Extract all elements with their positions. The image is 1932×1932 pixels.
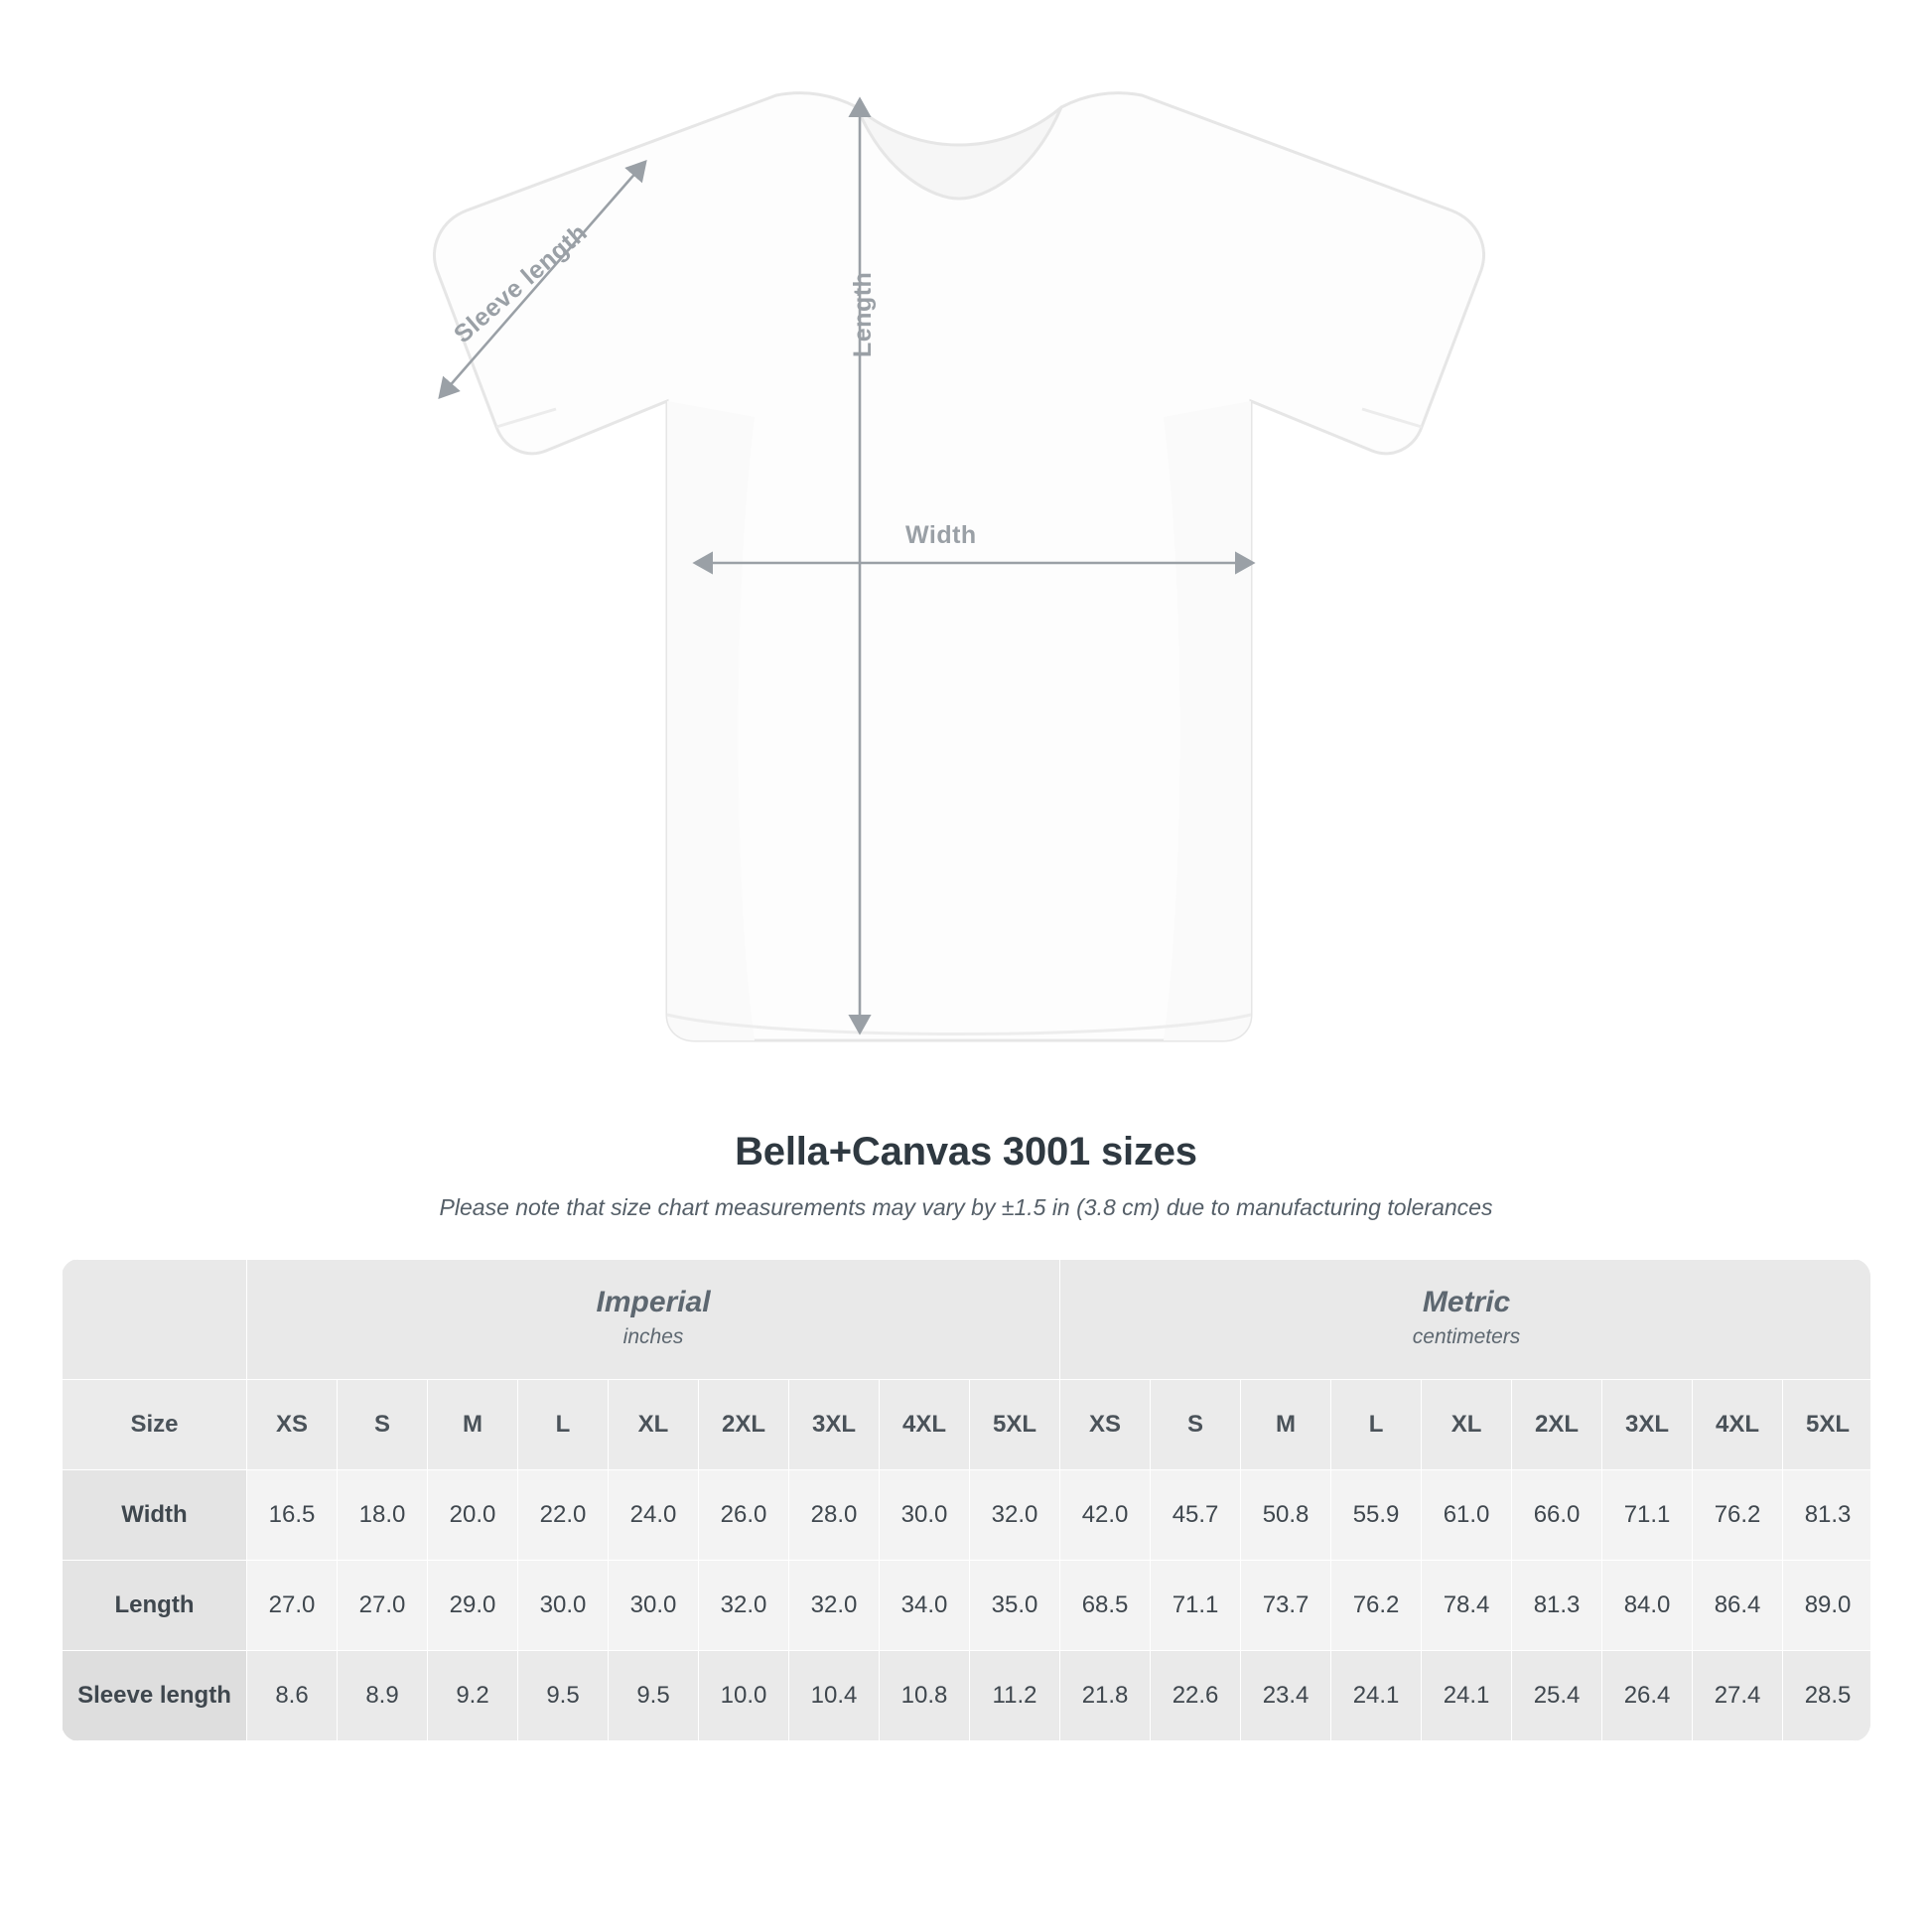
column-header-metric-5xl: 5XL [1783,1380,1870,1470]
tolerance-note: Please note that size chart measurements may vary by ±1.5 in (3.8 cm) due to manufacturing tolerances [439,1194,1493,1220]
page-title: Bella+Canvas 3001 sizes [735,1130,1197,1173]
unit-name-imperial: Imperial [596,1286,711,1318]
cell-length-imperial-2xl: 32.0 [699,1561,789,1651]
cell-width-imperial-5xl: 32.0 [970,1470,1060,1561]
cell-sleeve-imperial-5xl: 11.2 [970,1651,1060,1741]
cell-sleeve-metric-l: 24.1 [1331,1651,1422,1741]
cell-sleeve-metric-m: 23.4 [1241,1651,1331,1741]
cell-sleeve-metric-3xl: 26.4 [1602,1651,1693,1741]
cell-width-imperial-l: 22.0 [518,1470,609,1561]
column-header-imperial-2xl: 2XL [699,1380,789,1470]
cell-width-metric-s: 45.7 [1151,1470,1241,1561]
cell-width-metric-4xl: 76.2 [1693,1470,1783,1561]
cell-length-metric-xs: 68.5 [1060,1561,1151,1651]
cell-width-imperial-xs: 16.5 [247,1470,338,1561]
column-header-imperial-s: S [338,1380,428,1470]
column-header-imperial-m: M [428,1380,518,1470]
column-header-metric-l: L [1331,1380,1422,1470]
cell-width-imperial-2xl: 26.0 [699,1470,789,1561]
cell-length-metric-2xl: 81.3 [1512,1561,1602,1651]
cell-width-imperial-xl: 24.0 [609,1470,699,1561]
unit-sub-metric: centimeters [1412,1325,1521,1348]
unit-group-metric [1060,1260,1870,1380]
unit-name-metric: Metric [1422,1286,1511,1318]
cell-length-imperial-5xl: 35.0 [970,1561,1060,1651]
cell-sleeve-imperial-4xl: 10.8 [880,1651,970,1741]
column-header-metric-m: M [1241,1380,1331,1470]
cell-width-metric-xs: 42.0 [1060,1470,1151,1561]
cell-width-imperial-4xl: 30.0 [880,1470,970,1561]
cell-length-metric-3xl: 84.0 [1602,1561,1693,1651]
cell-sleeve-metric-s: 22.6 [1151,1651,1241,1741]
cell-length-metric-xl: 78.4 [1422,1561,1512,1651]
table-row [63,1470,1871,1561]
cell-sleeve-imperial-l: 9.5 [518,1651,609,1741]
cell-width-metric-2xl: 66.0 [1512,1470,1602,1561]
cell-width-imperial-m: 20.0 [428,1470,518,1561]
cell-length-metric-m: 73.7 [1241,1561,1331,1651]
cell-sleeve-imperial-s: 8.9 [338,1651,428,1741]
cell-length-metric-4xl: 86.4 [1693,1561,1783,1651]
cell-length-metric-5xl: 89.0 [1783,1561,1870,1651]
column-header-metric-3xl: 3XL [1602,1380,1693,1470]
cell-length-imperial-s: 27.0 [338,1561,428,1651]
cell-sleeve-imperial-xl: 9.5 [609,1651,699,1741]
cell-sleeve-imperial-2xl: 10.0 [699,1651,789,1741]
cell-length-imperial-m: 29.0 [428,1561,518,1651]
cell-length-imperial-4xl: 34.0 [880,1561,970,1651]
column-header-metric-s: S [1151,1380,1241,1470]
column-header-metric-4xl: 4XL [1693,1380,1783,1470]
cell-width-imperial-3xl: 28.0 [789,1470,880,1561]
column-header-metric-xl: XL [1422,1380,1512,1470]
cell-length-metric-l: 76.2 [1331,1561,1422,1651]
cell-width-metric-l: 55.9 [1331,1470,1422,1561]
cell-sleeve-imperial-3xl: 10.4 [789,1651,880,1741]
cell-sleeve-metric-xl: 24.1 [1422,1651,1512,1741]
table-corner-cell [63,1260,247,1380]
column-header-size: Size [63,1380,247,1470]
title-block [0,1130,1932,1221]
cell-sleeve-imperial-xs: 8.6 [247,1651,338,1741]
cell-width-metric-xl: 61.0 [1422,1470,1512,1561]
cell-width-metric-5xl: 81.3 [1783,1470,1870,1561]
cell-width-imperial-s: 18.0 [338,1470,428,1561]
column-header-metric-2xl: 2XL [1512,1380,1602,1470]
table-row [63,1561,1871,1651]
width-dimension-label: Width [905,521,977,549]
cell-length-imperial-xl: 30.0 [609,1561,699,1651]
cell-sleeve-metric-xs: 21.8 [1060,1651,1151,1741]
row-label-length: Length [63,1561,247,1651]
unit-group-imperial [247,1260,1060,1380]
length-dimension-label: Length [849,271,877,357]
cell-length-imperial-l: 30.0 [518,1561,609,1651]
row-label-sleeve-length: Sleeve length [63,1651,247,1741]
column-header-imperial-5xl: 5XL [970,1380,1060,1470]
cell-sleeve-metric-2xl: 25.4 [1512,1651,1602,1741]
table-row [63,1651,1871,1741]
column-header-imperial-4xl: 4XL [880,1380,970,1470]
size-table-container [62,1259,1870,1741]
shirt-shape [435,93,1484,1040]
column-header-imperial-l: L [518,1380,609,1470]
cell-width-metric-3xl: 71.1 [1602,1470,1693,1561]
cell-length-metric-s: 71.1 [1151,1561,1241,1651]
cell-length-imperial-xs: 27.0 [247,1561,338,1651]
column-header-metric-xs: XS [1060,1380,1151,1470]
cell-sleeve-imperial-m: 9.2 [428,1651,518,1741]
unit-header-row [63,1260,1871,1380]
cell-sleeve-metric-4xl: 27.4 [1693,1651,1783,1741]
cell-length-imperial-3xl: 32.0 [789,1561,880,1651]
column-header-imperial-xl: XL [609,1380,699,1470]
cell-sleeve-metric-5xl: 28.5 [1783,1651,1870,1741]
sleeve-length-dimension-label: Sleeve length [449,217,593,349]
column-header-imperial-3xl: 3XL [789,1380,880,1470]
cell-width-metric-m: 50.8 [1241,1470,1331,1561]
size-table [62,1259,1870,1741]
unit-sub-imperial: inches [622,1325,684,1348]
row-label-width: Width [63,1470,247,1561]
size-header-row [63,1380,1871,1470]
column-header-imperial-xs: XS [247,1380,338,1470]
